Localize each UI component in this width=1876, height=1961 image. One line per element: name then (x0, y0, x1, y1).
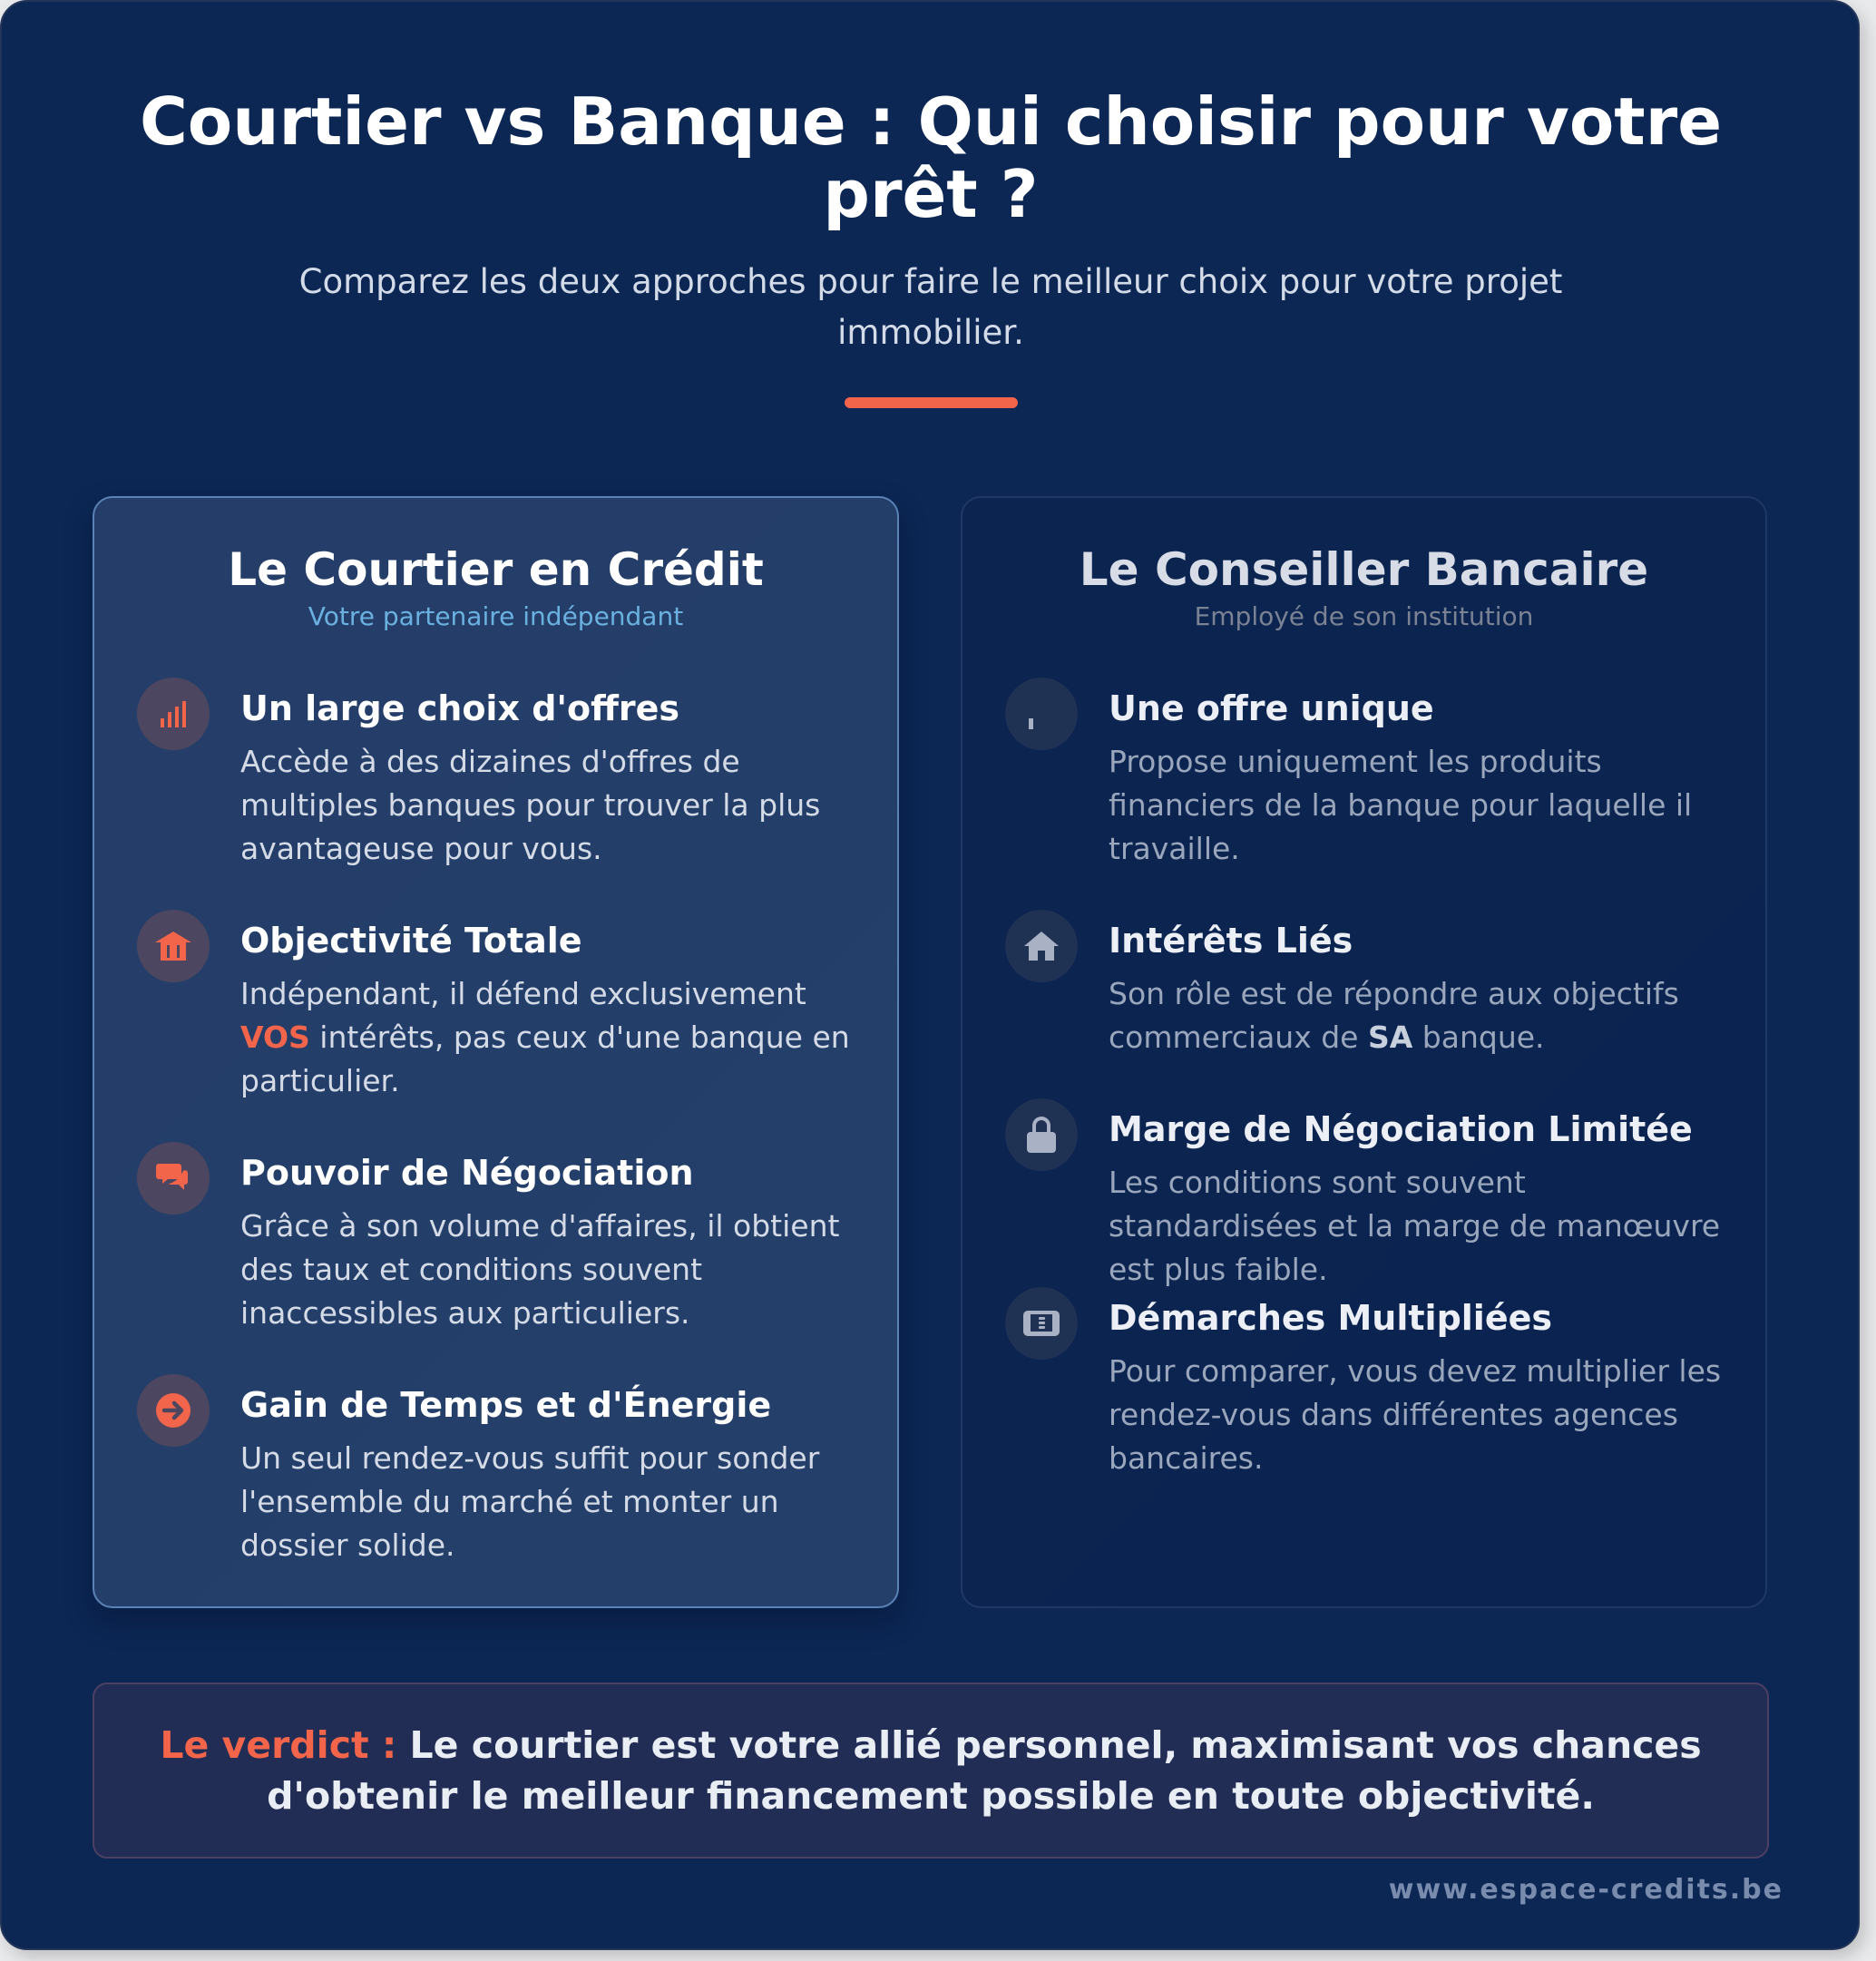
desc-text: Son rôle est de répondre aux objectifs commerciaux de (1109, 976, 1679, 1055)
emphasis-vos: VOS (240, 1020, 310, 1055)
item-title: Gain de Temps et d'Énergie (240, 1385, 772, 1425)
page-title (2, 85, 1860, 230)
desc-text: Indépendant, il défend exclusivement (240, 976, 806, 1011)
lock-icon (1005, 1098, 1078, 1171)
item-description: Propose uniquement les produits financiers de la banque pour laquelle il travaille. (1109, 744, 1693, 866)
house-icon (1005, 910, 1078, 982)
chat-bubbles-icon (137, 1142, 210, 1215)
item-title: Un large choix d'offres (240, 688, 680, 728)
item-title: Marge de Négociation Limitée (1109, 1109, 1693, 1149)
verdict-box (93, 1683, 1769, 1859)
item-title: Intérêts Liés (1109, 921, 1353, 961)
emphasis-sa: SA (1367, 1020, 1413, 1055)
item-title: Démarches Multipliées (1109, 1298, 1552, 1338)
item-description: Pour comparer, vous devez multiplier les rendez-vous dans différentes agences bancaires. (1109, 1353, 1722, 1476)
desc-text: banque. (1412, 1020, 1545, 1055)
document-icon (1005, 1287, 1078, 1360)
item-description: Accède à des dizaines d'offres de multiples banques pour trouver la plus avantageuse pour vous. (240, 744, 821, 866)
item-description: Un seul rendez-vous suffit pour sonder l'ensemble du marché et monter un dossier solide. (240, 1440, 820, 1563)
verdict-text (149, 1720, 1713, 1821)
item-title: Pouvoir de Négociation (240, 1153, 694, 1193)
accent-divider (845, 397, 1018, 408)
arrow-right-circle-icon (137, 1374, 210, 1447)
item-description: Les conditions sont souvent standardisées et la marge de manœuvre est plus faible. (1109, 1165, 1721, 1287)
item-title: Une offre unique (1109, 688, 1434, 728)
title-line-1: Courtier vs Banque : Qui choisir pour votre (139, 83, 1723, 160)
bank-card-subtitle: Employé de son institution (1194, 601, 1534, 631)
title-line-2: prêt ? (823, 156, 1039, 232)
item-description (240, 972, 866, 1103)
single-bar-icon (1005, 678, 1078, 750)
page-subtitle: Comparez les deux approches pour faire le meilleur choix pour votre projet immobilier. (298, 262, 1563, 352)
bank-icon (137, 910, 210, 982)
item-description: Grâce à son volume d'affaires, il obtient des taux et conditions souvent inaccessibles aux particuliers. (240, 1208, 840, 1331)
website-link[interactable]: www.espace-credits.be (1388, 1874, 1783, 1906)
verdict-label: Le verdict : (160, 1723, 397, 1767)
bank-card-title: Le Conseiller Bancaire (1079, 543, 1649, 596)
broker-card-title: Le Courtier en Crédit (228, 543, 764, 596)
bank-card (961, 496, 1767, 1608)
item-title: Objectivité Totale (240, 921, 582, 961)
verdict-body: Le courtier est votre allié personnel, maximisant vos chances d'obtenir le meilleur financement possible en toute objectivité. (267, 1723, 1702, 1818)
broker-card (93, 496, 899, 1608)
bar-chart-icon (137, 678, 210, 750)
item-description (1109, 972, 1734, 1059)
broker-card-subtitle: Votre partenaire indépendant (308, 601, 684, 631)
desc-text: intérêts, pas ceux d'une banque en particulier. (240, 1020, 850, 1098)
